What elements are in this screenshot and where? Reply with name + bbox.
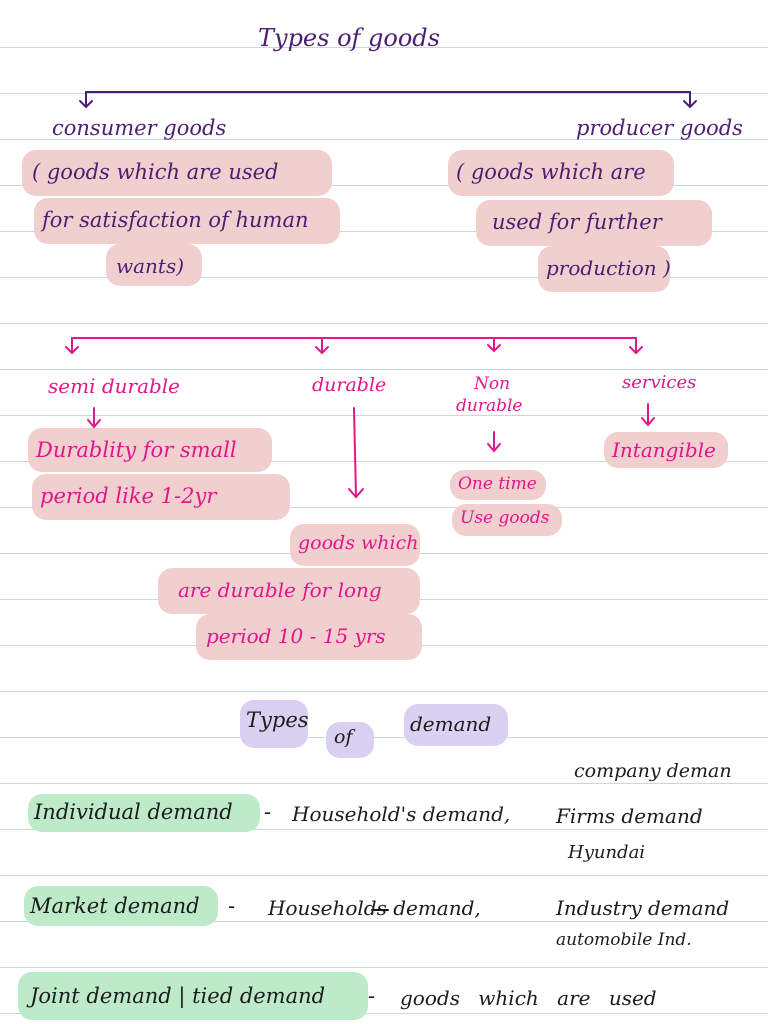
semi-durable-line-1: Durablity for small	[36, 438, 237, 462]
page-title: Types of goods	[258, 24, 440, 52]
individual-demand-text-2: Firms demand	[556, 804, 703, 828]
consumer-goods-heading: consumer goods	[52, 116, 227, 140]
individual-below-note: Hyundai	[568, 842, 646, 863]
services-line-1: Intangible	[612, 438, 716, 462]
semi-durable-heading: semi durable	[48, 374, 181, 398]
consumer-goods-line-1: ( goods which are used	[32, 160, 279, 184]
market-demand-text: Households demand,	[268, 896, 481, 920]
market-below-note: automobile Ind.	[556, 930, 692, 950]
durable-line-1: goods which	[298, 532, 419, 554]
non-durable-heading-2: durable	[456, 396, 523, 416]
producer-goods-line-2: used for further	[492, 210, 662, 234]
durable-line-2: are durable for long	[178, 578, 382, 602]
individual-demand-dash: -	[264, 800, 272, 824]
individual-above-note: company deman	[574, 760, 732, 782]
non-durable-line-1: One time	[458, 474, 537, 494]
consumer-goods-line-2: for satisfaction of human	[42, 208, 309, 232]
individual-demand-term: Individual demand	[34, 800, 233, 824]
joint-demand-dash: -	[368, 984, 376, 1008]
demand-title-of: of	[334, 726, 353, 748]
joint-demand-text: goods which are used	[400, 986, 657, 1010]
individual-demand-text: Household's demand,	[292, 802, 511, 826]
durable-heading: durable	[312, 374, 387, 396]
durable-line-3: period 10 - 15 yrs	[206, 624, 386, 648]
semi-durable-line-2: period like 1-2yr	[40, 484, 217, 508]
market-demand-text-2: Industry demand	[556, 896, 730, 920]
producer-goods-line-3: production )	[546, 256, 671, 280]
market-demand-dash: -	[228, 894, 236, 918]
services-heading: services	[622, 372, 697, 393]
non-durable-heading-1: Non	[474, 374, 511, 394]
producer-goods-heading: producer goods	[576, 116, 743, 140]
demand-title-demand: demand	[410, 712, 492, 736]
producer-goods-line-1: ( goods which are	[456, 160, 646, 184]
joint-demand-term: Joint demand | tied demand	[30, 984, 326, 1008]
demand-title-types: Types	[246, 708, 309, 732]
non-durable-line-2: Use goods	[460, 508, 550, 528]
consumer-goods-line-3: wants)	[116, 254, 185, 278]
market-demand-term: Market demand	[30, 894, 200, 918]
